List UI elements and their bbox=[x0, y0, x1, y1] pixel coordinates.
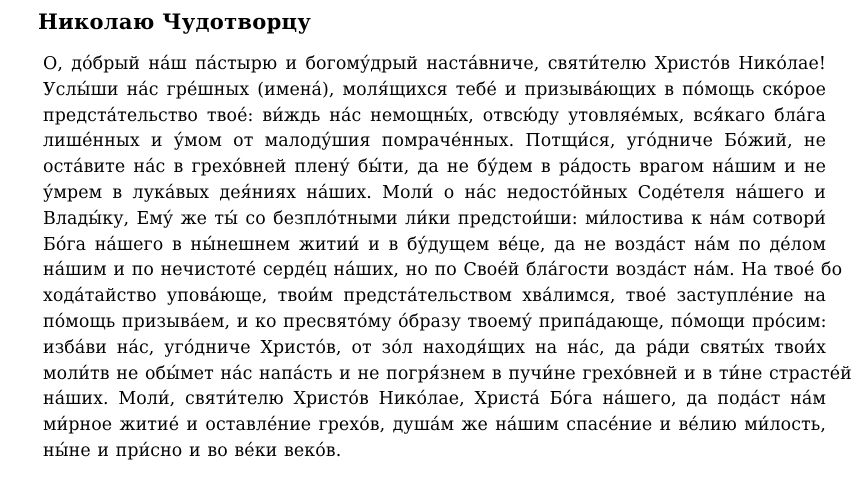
prayer-text bbox=[43, 52, 852, 465]
prayer-line: оста́вите на́с в грехо́вней плену́ бы́ти, да не бу́дем в ра́дость врагом на́шим и не bbox=[43, 157, 826, 178]
prayer-line: изба́ви на́с, уго́дниче Христо́в, от зо́л находя́щих на на́с, да ра́ди святы́х твои́х bbox=[43, 337, 826, 358]
prayer-line: на́ших. Моли́, святи́телю Христо́в Нико́лае, Христа́ Бо́га на́шего, да пода́ст на́м bbox=[43, 389, 826, 410]
prayer-line: Услы́ши на́с гре́шных (имена́), моля́щихся тебе́ и призыва́ющих в по́мощь ско́рое bbox=[43, 79, 826, 100]
prayer-line: у́мрем в лука́вых дея́ниях на́ших. Моли́ о на́с недосто́йных Соде́теля на́шего и bbox=[43, 182, 826, 203]
prayer-line: Влады́ку, Ему́ же ты́ со безпло́тными ли́ки предстои́ши: ми́лостива к на́м сотвори́ bbox=[43, 208, 826, 229]
prayer-line: моли́тв не обы́мет на́с напа́сть и не погря́знем в пучи́не грехо́вней и в ти́не страсте́й bbox=[43, 363, 852, 384]
prayer-title: Николаю Чудотворцу bbox=[38, 9, 312, 34]
prayer-line: Бо́га на́шего в ны́нешнем житии́ и в бу́дущем ве́це, да не возда́ст на́м по де́лом bbox=[43, 234, 826, 255]
prayer-line: лише́нных и у́мом от малоду́шия помраче́нных. Потщи́ся, уго́дниче Бо́жий, не bbox=[43, 131, 826, 152]
prayer-line: ны́не и при́сно и во ве́ки веко́в. bbox=[43, 440, 342, 461]
prayer-line: предста́тельство твое́: ви́ждь на́с немощны́х, отвсю́ду утовляе́мых, вся́каго бла́га bbox=[43, 105, 826, 126]
prayer-line: на́шим и по нечистоте́ серде́ц на́ших, но по Свое́й бла́гости возда́ст на́м. На твое́ бо bbox=[43, 260, 843, 281]
prayer-line: по́мощь призыва́ем, и ко пресвято́му о́бразу твоему́ припа́дающе, по́мощи про́сим: bbox=[43, 311, 827, 332]
prayer-line: О, до́брый на́ш па́стырю и богому́дрый наста́вниче, святи́телю Христо́в Нико́лае! bbox=[43, 54, 826, 74]
prayer-line: ми́рное житие́ и оставле́ние грехо́в, душа́м же на́шим спасе́ние и ве́лию ми́лость, bbox=[43, 415, 826, 436]
prayer-line: хода́тайство упова́юще, твои́м предста́тельством хва́лимся, твое́ заступле́ние на bbox=[43, 286, 826, 307]
